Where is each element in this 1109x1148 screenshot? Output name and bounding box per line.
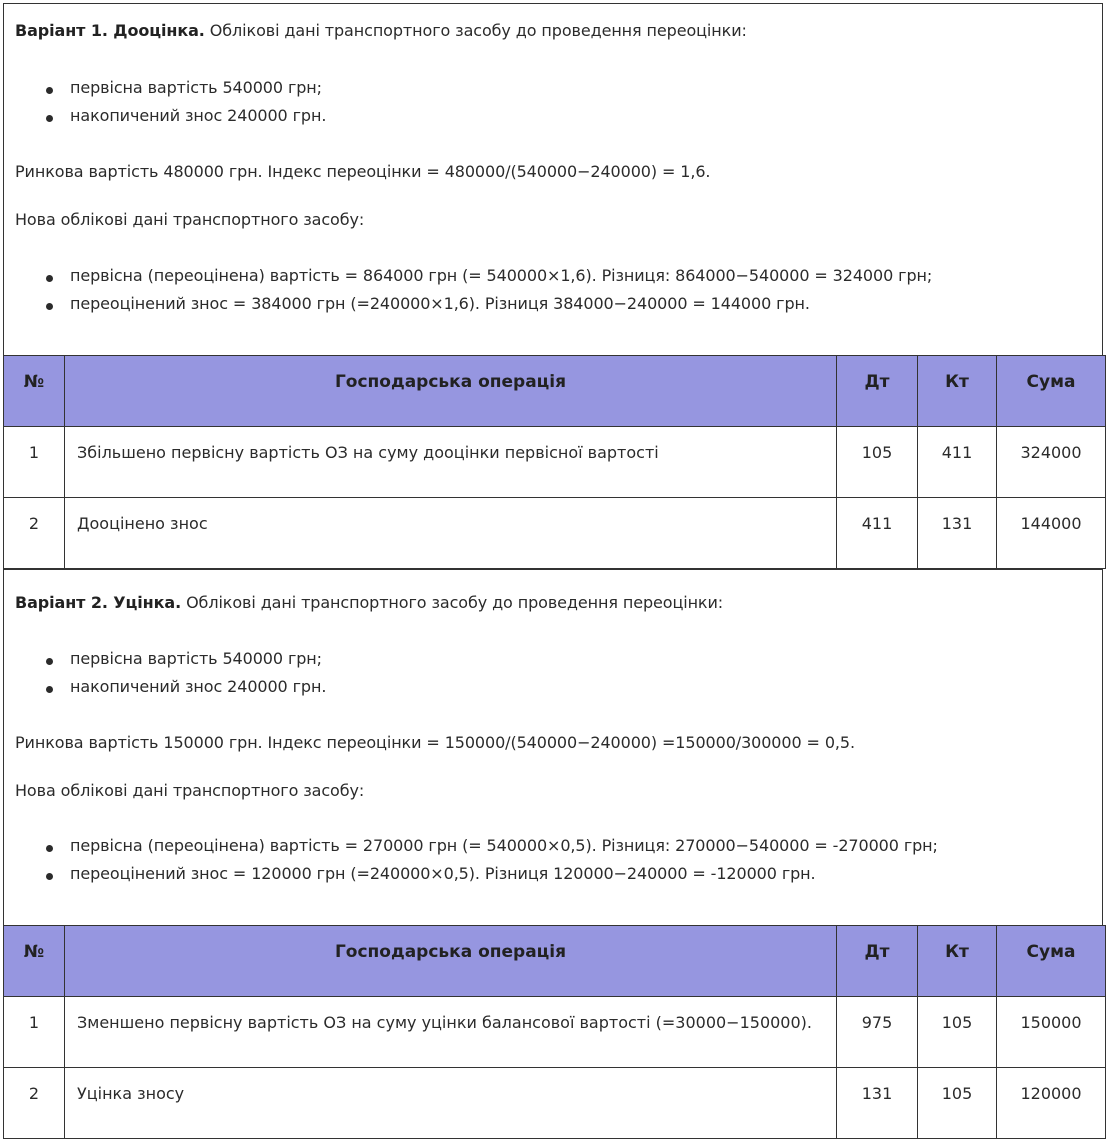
header-debit: Дт — [837, 926, 918, 997]
header-number: № — [4, 356, 65, 427]
header-number: № — [4, 926, 65, 997]
variant1-new-data-label: Нова облікові дані транспортного засобу: — [15, 210, 365, 229]
row-credit: 105 — [941, 1013, 973, 1032]
table-row — [4, 1068, 1106, 1139]
variant2-new-data-label: Нова облікові дані транспортного засобу: — [15, 781, 365, 800]
row-debit: 105 — [861, 443, 893, 462]
variant2-section — [3, 569, 1103, 925]
row-operation: Дооцінено знос — [77, 514, 208, 533]
variant1-initial-item: накопичений знос 240000 грн. — [70, 106, 327, 125]
variant2-market-text: Ринкова вартість 150000 грн. Індекс переоцінки = 150000/(540000−240000) =150000/300000 = 0,5. — [15, 733, 855, 752]
row-debit: 975 — [861, 1013, 893, 1032]
document — [3, 3, 1105, 1144]
row-sum: 120000 — [1020, 1084, 1082, 1103]
bullet-icon — [46, 873, 53, 880]
row-credit: 411 — [941, 443, 973, 462]
table-row — [4, 997, 1106, 1068]
variant1-initial-item: первісна вартість 540000 грн; — [70, 78, 322, 97]
variant2-initial-item: накопичений знос 240000 грн. — [70, 677, 327, 696]
row-number: 2 — [28, 1084, 40, 1103]
bullet-icon — [46, 303, 53, 310]
operations-table-2 — [3, 925, 1106, 1139]
row-operation: Зменшено первісну вартість ОЗ на суму уцінки балансової вартості (=30000−150000). — [77, 1013, 812, 1032]
header-credit: Кт — [918, 926, 997, 997]
header-operation: Господарська операція — [65, 926, 837, 997]
bullet-icon — [46, 275, 53, 282]
row-sum: 144000 — [1020, 514, 1082, 533]
header-operation: Господарська операція — [65, 356, 837, 427]
header-credit: Кт — [918, 356, 997, 427]
row-credit: 105 — [941, 1084, 973, 1103]
variant2-title: Варіант 2. Уцінка. Облікові дані транспортного засобу до проведення переоцінки: — [15, 593, 724, 612]
variant1-new-item: первісна (переоцінена) вартість = 864000 грн (= 540000×1,6). Різниця: 864000−540000 = 324000 грн; — [70, 266, 933, 285]
row-operation: Уцінка зносу — [77, 1084, 185, 1103]
row-credit: 131 — [941, 514, 973, 533]
variant2-new-item: первісна (переоцінена) вартість = 270000 грн (= 540000×0,5). Різниця: 270000−540000 = -270000 грн; — [70, 836, 938, 855]
variant1-market-text: Ринкова вартість 480000 грн. Індекс переоцінки = 480000/(540000−240000) = 1,6. — [15, 162, 711, 181]
row-sum: 324000 — [1020, 443, 1082, 462]
variant1-section — [3, 3, 1103, 355]
table-header-row — [4, 356, 1106, 427]
table-row — [4, 427, 1106, 498]
variant1-title: Варіант 1. Дооцінка. Облікові дані транспортного засобу до проведення переоцінки: — [15, 21, 747, 40]
bullet-icon — [46, 845, 53, 852]
bullet-icon — [46, 686, 53, 693]
table-header-row — [4, 926, 1106, 997]
row-debit: 411 — [861, 514, 893, 533]
header-debit: Дт — [837, 356, 918, 427]
row-number: 1 — [28, 443, 40, 462]
bullet-icon — [46, 87, 53, 94]
header-sum: Сума — [997, 356, 1106, 427]
bullet-icon — [46, 658, 53, 665]
row-number: 2 — [28, 514, 40, 533]
row-sum: 150000 — [1020, 1013, 1082, 1032]
header-sum: Сума — [997, 926, 1106, 997]
variant2-initial-item: первісна вартість 540000 грн; — [70, 649, 322, 668]
row-operation: Збільшено первісну вартість ОЗ на суму дооцінки первісної вартості — [77, 443, 659, 462]
variant2-new-item: переоцінений знос = 120000 грн (=240000×0,5). Різниця 120000−240000 = -120000 грн. — [70, 864, 816, 883]
operations-table-1 — [3, 355, 1106, 569]
row-debit: 131 — [861, 1084, 893, 1103]
row-number: 1 — [28, 1013, 40, 1032]
table-row — [4, 498, 1106, 569]
variant1-new-item: переоцінений знос = 384000 грн (=240000×1,6). Різниця 384000−240000 = 144000 грн. — [70, 294, 810, 313]
bullet-icon — [46, 115, 53, 122]
